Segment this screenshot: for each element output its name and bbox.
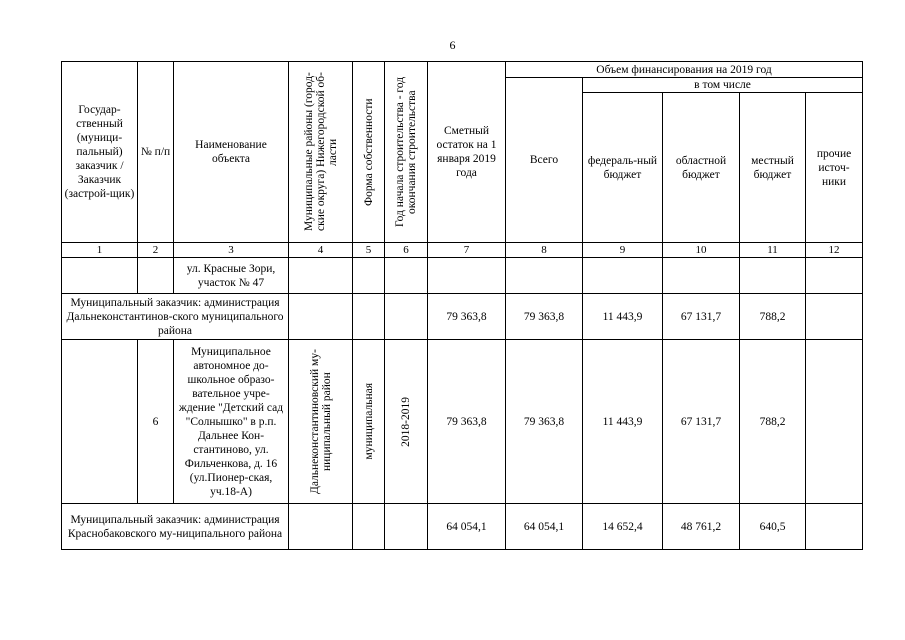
header-ownership	[353, 62, 385, 243]
regional-value: 67 131,7	[663, 294, 740, 340]
header-other: прочие источ-ники	[806, 93, 863, 243]
table-row-object-6	[62, 340, 863, 504]
header-row-1	[62, 62, 863, 78]
remaining-value: 64 054,1	[428, 504, 506, 550]
federal-value: 11 443,9	[583, 340, 663, 504]
header-including: в том числе	[583, 78, 863, 93]
column-number: 4	[289, 243, 353, 258]
table-row-customer-1	[62, 294, 863, 340]
table-row-continuation	[62, 258, 863, 294]
object-ownership-text: муниципальная	[362, 383, 375, 460]
header-districts-text: Муниципальные районы (город-ские округа) Нижегородской об-ласти	[302, 72, 339, 232]
object-years-text: 2018-2019	[400, 396, 412, 447]
column-number: 10	[663, 243, 740, 258]
customer-label: Муниципальный заказчик: администрация Дальнеконстантинов-ского муниципального района	[62, 294, 289, 340]
regional-value: 67 131,7	[663, 340, 740, 504]
column-numbers-row	[62, 243, 863, 258]
object-ownership	[353, 340, 385, 504]
header-regional: областной бюджет	[663, 93, 740, 243]
header-total: Всего	[506, 78, 583, 243]
header-local: местный бюджет	[740, 93, 806, 243]
header-ownership-text: Форма собственности	[362, 98, 375, 206]
object-district-text: Дальнеконстантиновский му-ниципальный район	[308, 349, 333, 494]
column-number: 12	[806, 243, 863, 258]
local-value: 788,2	[740, 340, 806, 504]
local-value: 788,2	[740, 294, 806, 340]
total-value: 64 054,1	[506, 504, 583, 550]
total-value: 79 363,8	[506, 294, 583, 340]
remaining-value: 79 363,8	[428, 294, 506, 340]
object-years	[385, 340, 428, 504]
column-number: 2	[138, 243, 174, 258]
column-number: 11	[740, 243, 806, 258]
local-value: 640,5	[740, 504, 806, 550]
object-name-continuation: ул. Красные Зори, участок № 47	[174, 258, 289, 294]
column-number: 6	[385, 243, 428, 258]
header-object-name: Наименование объекта	[174, 62, 289, 243]
header-districts	[289, 62, 353, 243]
header-federal: федераль-ный бюджет	[583, 93, 663, 243]
column-number: 7	[428, 243, 506, 258]
federal-value: 14 652,4	[583, 504, 663, 550]
financing-table	[61, 61, 863, 550]
object-name: Муниципальное автономное до-школьное образо-вательное учре-ждение "Детский сад "Солнышко" в р.п. Дальнее Кон-стантиново, ул. Фильченкова, д. 16 (ул.Пионер-ская, уч.18-А)	[174, 340, 289, 504]
column-number: 9	[583, 243, 663, 258]
header-financing: Объем финансирования на 2019 год	[506, 62, 863, 78]
object-district	[289, 340, 353, 504]
total-value: 79 363,8	[506, 340, 583, 504]
federal-value: 11 443,9	[583, 294, 663, 340]
remaining-value: 79 363,8	[428, 340, 506, 504]
header-customer: Государ-ственный (муници-пальный) заказчик / Заказчик (застрой-щик)	[62, 62, 138, 243]
customer-label: Муниципальный заказчик: администрация Краснобаковского му-ниципального района	[62, 504, 289, 550]
regional-value: 48 761,2	[663, 504, 740, 550]
table-row-customer-2	[62, 504, 863, 550]
column-number: 5	[353, 243, 385, 258]
header-years-text: Год начала строительства - год окончания строительства	[394, 76, 418, 228]
column-number: 3	[174, 243, 289, 258]
header-number: № п/п	[138, 62, 174, 243]
object-number: 6	[138, 340, 174, 504]
header-years	[385, 62, 428, 243]
column-number: 8	[506, 243, 583, 258]
page-number: 6	[449, 38, 456, 52]
header-remaining: Сметный остаток на 1 января 2019 года	[428, 62, 506, 243]
column-number: 1	[62, 243, 138, 258]
